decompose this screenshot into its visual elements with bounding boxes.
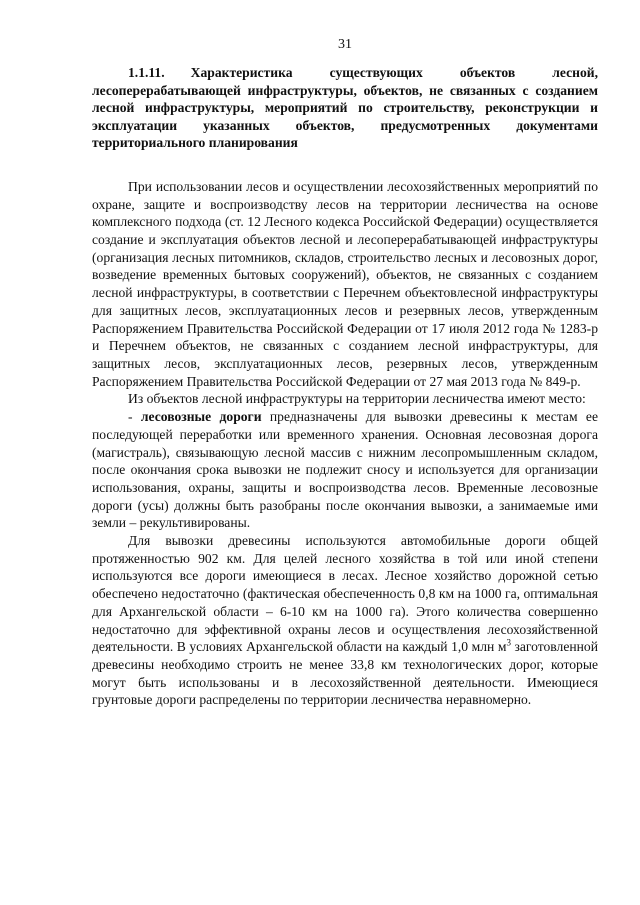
section-number: 1.1.11. <box>128 65 165 80</box>
document-page <box>92 36 598 709</box>
paragraph-intro: При использовании лесов и осуществлении лесохозяйственных мероприятий по охране, защите и воспроизводству лесов на территории лесничества на основе комплексного подхода (ст. 12 Лесного кодекса Российской Федерации) осуществляется создание и эксплуатация объектов лесной и лесоперерабатывающей инфраструктуры (организация лесных питомников, складов, строительство лесных и лесовозных дорог, возведение временных бытовых сооружений), объектов, не связанных с созданием лесной инфраструктуры, в соответствии с Перечнем объектовлесной инфраструктуры для защитных лесов, эксплуатационных лесов и резервных лесов, утвержденным Распоряжением Правительства Российской Федерации от 17 июля 2012 года № 1283-р и Перечнем объектов, не связанных с созданием лесной инфраструктуры, для защитных лесов, эксплуатационных лесов, резервных лесов, утвержденным Распоряжением Правительства Российской Федерации от 27 мая 2013 года № 849-р. <box>92 178 598 389</box>
page-number: 31 <box>338 37 352 52</box>
section-heading <box>92 64 598 152</box>
bullet-term: лесовозные дороги <box>140 409 262 425</box>
paragraph-roads <box>92 532 598 709</box>
roads-text-after: заготовленной древесины необходимо строить не менее 33,8 км технологических дорог, которые могут быть использованы и в лесохозяйственной деятельности. Имеющиеся грунтовые дороги распределены по территории лесничества неравномерно. <box>92 639 598 708</box>
bullet-marker: - <box>128 409 133 425</box>
bullet-item-logging-roads <box>92 408 598 532</box>
roads-text-before: Для вывозки древесины используются автомобильные дороги общей протяженностью 902 км. Для целей лесного хозяйства в той или иной степени используются все дороги имеющиеся в лесах. Лесное хозяйство дорожной сетью обеспечено недостаточно (фактическая обеспеченность 0,8 км на 1000 га, оптимальная для Архангельской области – 6-10 км на 1000 га). Этого количества совершенно недостаточно для эффективной охраны лесов и осуществления лесохозяйственной деятельности. В условиях Архангельской области на каждый 1,0 млн м <box>92 533 598 655</box>
paragraph-infrastructure: Из объектов лесной инфраструктуры на территории лесничества имеют место: <box>128 391 586 407</box>
cubic-superscript: 3 <box>506 637 511 648</box>
section-title: Характеристика существующих объектов лесной, лесоперерабатывающей инфраструктуры, объектов, не связанных с созданием лесной инфраструктуры, мероприятий по строительству, реконструкции и эксплуатации указанных объектов, предусмотренных документами территориального планирования <box>92 65 598 151</box>
document-body <box>92 178 598 709</box>
bullet-text: предназначены для вывозки древесины к местам ее последующей переработки или временного хранения. Основная лесовозная дорога (магистраль), связывающую лесной массив с нижним лесопромышленным складом, после окончания срока вывозки не подлежит сносу и используется для организации использования, охраны, защиты и воспроизводства лесов. Временные лесовозные дороги (усы) должны быть разобраны после окончания вывозки, а занимаемые ими земли – рекультивированы. <box>92 409 598 531</box>
